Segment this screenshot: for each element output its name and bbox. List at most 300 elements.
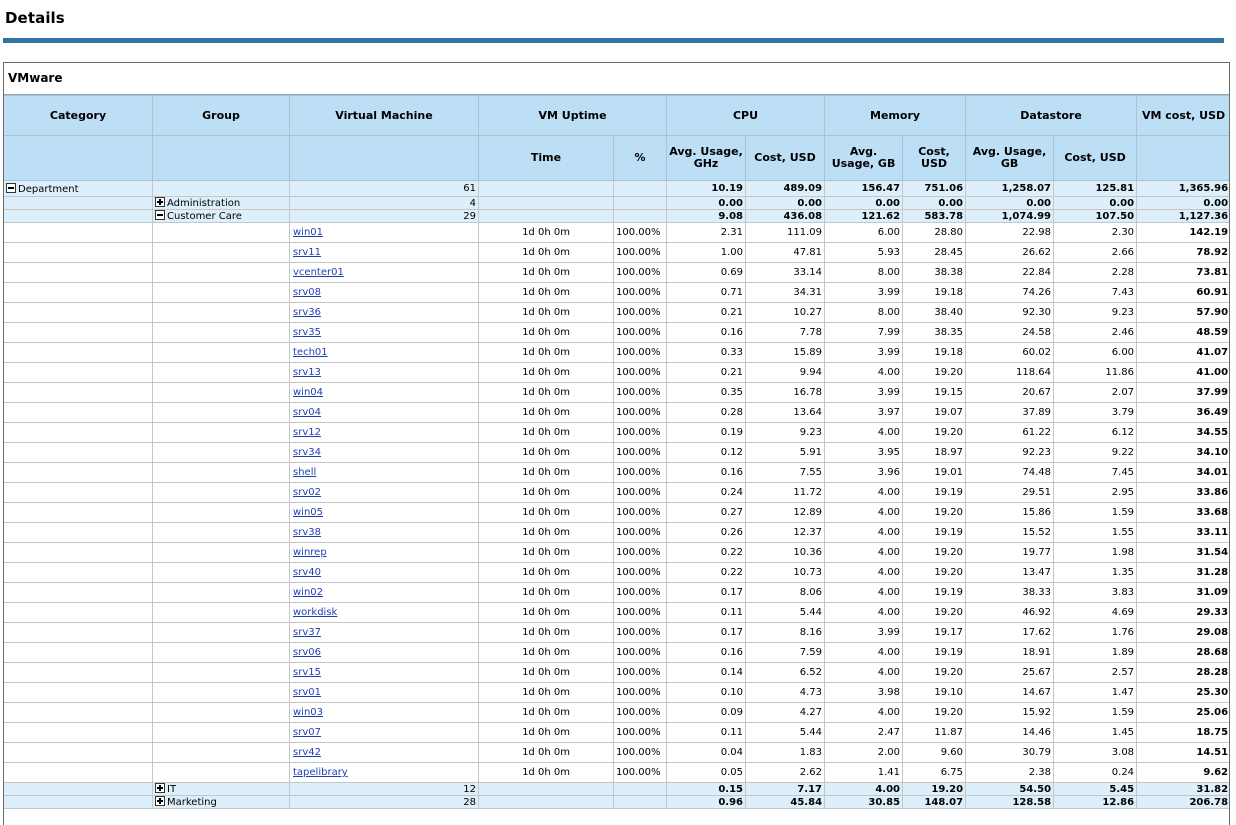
uptime-percent-cell: 100.00%: [614, 343, 667, 363]
datastore-cost-cell: 3.83: [1054, 583, 1137, 603]
vm-link[interactable]: srv12: [293, 427, 321, 438]
cpu-cost-cell: 5.44: [746, 723, 825, 743]
row-label: Marketing: [167, 797, 217, 808]
uptime-time-cell: 1d 0h 0m: [479, 303, 614, 323]
uptime-time-cell: 1d 0h 0m: [479, 403, 614, 423]
category-cell: [4, 683, 153, 703]
cpu-cost-cell: 7.17: [746, 783, 825, 796]
vm-name-cell: [290, 543, 479, 563]
cpu-cost-cell: 34.31: [746, 283, 825, 303]
memory-avg-usage-cell: 3.95: [825, 443, 903, 463]
vm-cost-total-cell: 31.82: [1137, 783, 1230, 796]
vm-count-cell: 4: [290, 197, 479, 210]
datastore-cost-cell: 6.00: [1054, 343, 1137, 363]
datastore-cost-cell: 3.08: [1054, 743, 1137, 763]
vm-row: [4, 363, 1231, 383]
datastore-cost-cell: 3.79: [1054, 403, 1137, 423]
datastore-avg-usage-cell: 15.52: [966, 523, 1054, 543]
vm-name-cell: [290, 603, 479, 623]
uptime-percent-cell: 100.00%: [614, 663, 667, 683]
cpu-avg-usage-cell: 0.35: [667, 383, 746, 403]
cpu-cost-cell: 9.23: [746, 423, 825, 443]
vm-name-cell: [290, 743, 479, 763]
cpu-avg-usage-cell: 0.09: [667, 703, 746, 723]
cpu-avg-usage-cell: 0.17: [667, 583, 746, 603]
uptime-time-cell: 1d 0h 0m: [479, 683, 614, 703]
vm-cost-total-cell: 37.99: [1137, 383, 1230, 403]
group-cell: [153, 210, 290, 223]
datastore-avg-usage-cell: 38.33: [966, 583, 1054, 603]
cpu-avg-usage-cell: 1.00: [667, 243, 746, 263]
memory-cost-cell: 19.20: [903, 543, 966, 563]
datastore-cost-cell: 125.81: [1054, 181, 1137, 197]
vm-cost-total-cell: 25.30: [1137, 683, 1230, 703]
memory-cost-cell: 19.20: [903, 783, 966, 796]
datastore-cost-cell: 7.43: [1054, 283, 1137, 303]
cpu-cost-cell: 436.08: [746, 210, 825, 223]
vm-link[interactable]: win05: [293, 507, 324, 518]
vm-name-cell: [290, 503, 479, 523]
memory-avg-usage-cell: 7.99: [825, 323, 903, 343]
datastore-avg-usage-cell: 18.91: [966, 643, 1054, 663]
header-memory-cost[interactable]: Cost, USD: [903, 136, 966, 181]
uptime-time-cell: 1d 0h 0m: [479, 443, 614, 463]
cpu-cost-cell: 2.62: [746, 763, 825, 783]
row-label: Department: [18, 183, 79, 195]
cpu-avg-usage-cell: 0.21: [667, 363, 746, 383]
cpu-cost-cell: 45.84: [746, 796, 825, 809]
vm-name-cell: [290, 363, 479, 383]
cpu-cost-cell: 4.73: [746, 683, 825, 703]
header-group[interactable]: Group: [153, 96, 290, 136]
group-cell: [153, 743, 290, 763]
vm-link[interactable]: win03: [293, 707, 324, 718]
header-vm-cost[interactable]: VM cost, USD: [1137, 96, 1230, 136]
vm-cost-total-cell: 33.11: [1137, 523, 1230, 543]
cpu-avg-usage-cell: 0.22: [667, 563, 746, 583]
cpu-cost-cell: 0.00: [746, 197, 825, 210]
datastore-avg-usage-cell: 30.79: [966, 743, 1054, 763]
vm-cost-total-cell: 33.86: [1137, 483, 1230, 503]
vm-cost-total-cell: 1,127.36: [1137, 210, 1230, 223]
uptime-time-cell: 1d 0h 0m: [479, 663, 614, 683]
category-cell: [4, 563, 153, 583]
cpu-avg-usage-cell: 0.11: [667, 603, 746, 623]
vm-link[interactable]: win01: [293, 227, 324, 238]
vm-link[interactable]: srv13: [293, 367, 321, 378]
vm-link[interactable]: srv35: [293, 327, 321, 338]
vm-link[interactable]: srv11: [293, 247, 321, 258]
vm-link[interactable]: srv01: [293, 687, 321, 698]
datastore-cost-cell: 1.76: [1054, 623, 1137, 643]
category-cell: [4, 703, 153, 723]
uptime-percent-cell: 100.00%: [614, 563, 667, 583]
datastore-cost-cell: 1.45: [1054, 723, 1137, 743]
memory-cost-cell: 751.06: [903, 181, 966, 197]
vm-link[interactable]: srv37: [293, 627, 321, 638]
uptime-percent-cell: 100.00%: [614, 503, 667, 523]
cpu-avg-usage-cell: 9.08: [667, 210, 746, 223]
datastore-avg-usage-cell: 17.62: [966, 623, 1054, 643]
vm-link[interactable]: srv06: [293, 647, 321, 658]
cpu-avg-usage-cell: 0.16: [667, 323, 746, 343]
group-cell: [153, 643, 290, 663]
group-cell: [153, 463, 290, 483]
datastore-cost-cell: 2.66: [1054, 243, 1137, 263]
datastore-cost-cell: 9.23: [1054, 303, 1137, 323]
datastore-cost-cell: 9.22: [1054, 443, 1137, 463]
datastore-avg-usage-cell: 74.26: [966, 283, 1054, 303]
uptime-percent-cell: 100.00%: [614, 523, 667, 543]
group-cell: [153, 723, 290, 743]
uptime-percent-cell: 100.00%: [614, 443, 667, 463]
group-cell: [153, 383, 290, 403]
cpu-cost-cell: 10.27: [746, 303, 825, 323]
cpu-avg-usage-cell: 0.19: [667, 423, 746, 443]
header-blank: [4, 136, 153, 181]
group-cell: [153, 403, 290, 423]
page-title: Details: [5, 9, 65, 27]
group-cell: [153, 223, 290, 243]
expand-icon[interactable]: [155, 796, 165, 806]
cpu-avg-usage-cell: 0.17: [667, 623, 746, 643]
header-datastore-avg-usage[interactable]: Avg. Usage, GB: [966, 136, 1054, 181]
vm-cost-total-cell: 33.68: [1137, 503, 1230, 523]
vm-count-cell: 61: [290, 181, 479, 197]
vm-row: [4, 303, 1231, 323]
category-cell: [4, 403, 153, 423]
cpu-cost-cell: 4.27: [746, 703, 825, 723]
datastore-cost-cell: 12.86: [1054, 796, 1137, 809]
vm-count-cell: 28: [290, 796, 479, 809]
category-cell: [4, 181, 153, 197]
memory-avg-usage-cell: 4.00: [825, 663, 903, 683]
memory-cost-cell: 148.07: [903, 796, 966, 809]
uptime-percent-cell: 100.00%: [614, 283, 667, 303]
header-cpu: CPU: [667, 96, 825, 136]
category-cell: [4, 243, 153, 263]
vm-row: [4, 723, 1231, 743]
vm-link[interactable]: srv40: [293, 567, 321, 578]
datastore-cost-cell: 2.07: [1054, 383, 1137, 403]
uptime-time-cell: 1d 0h 0m: [479, 263, 614, 283]
vm-cost-total-cell: 25.06: [1137, 703, 1230, 723]
category-cell: [4, 743, 153, 763]
group-cell: [153, 423, 290, 443]
uptime-time-cell: 1d 0h 0m: [479, 723, 614, 743]
vm-name-cell: [290, 403, 479, 423]
department-row: [4, 181, 1231, 197]
uptime-percent-cell: 100.00%: [614, 463, 667, 483]
memory-cost-cell: 19.20: [903, 703, 966, 723]
collapse-icon[interactable]: [155, 210, 165, 220]
uptime-time-cell: 1d 0h 0m: [479, 463, 614, 483]
uptime-time-cell: [479, 181, 614, 197]
header-category[interactable]: Category: [4, 96, 153, 136]
header-time[interactable]: Time: [479, 136, 614, 181]
report-title: VMware: [4, 63, 1229, 95]
vm-link[interactable]: tech01: [293, 347, 328, 358]
datastore-avg-usage-cell: 54.50: [966, 783, 1054, 796]
uptime-time-cell: 1d 0h 0m: [479, 623, 614, 643]
vm-link[interactable]: srv38: [293, 527, 321, 538]
category-cell: [4, 263, 153, 283]
memory-avg-usage-cell: 121.62: [825, 210, 903, 223]
datastore-avg-usage-cell: 46.92: [966, 603, 1054, 623]
datastore-cost-cell: 107.50: [1054, 210, 1137, 223]
memory-cost-cell: 38.35: [903, 323, 966, 343]
vm-row: [4, 463, 1231, 483]
vm-cost-total-cell: 34.10: [1137, 443, 1230, 463]
vm-row: [4, 743, 1231, 763]
vm-cost-total-cell: 57.90: [1137, 303, 1230, 323]
header-datastore-cost[interactable]: Cost, USD: [1054, 136, 1137, 181]
memory-avg-usage-cell: 8.00: [825, 303, 903, 323]
group-cell: [153, 263, 290, 283]
vm-link[interactable]: winrep: [293, 547, 327, 558]
memory-avg-usage-cell: 4.00: [825, 483, 903, 503]
group-cell: [153, 523, 290, 543]
memory-cost-cell: 19.20: [903, 423, 966, 443]
memory-cost-cell: 0.00: [903, 197, 966, 210]
vm-link[interactable]: srv15: [293, 667, 321, 678]
cpu-cost-cell: 10.36: [746, 543, 825, 563]
vm-row: [4, 383, 1231, 403]
cpu-avg-usage-cell: 0.16: [667, 643, 746, 663]
uptime-time-cell: 1d 0h 0m: [479, 543, 614, 563]
memory-cost-cell: 38.38: [903, 263, 966, 283]
title-divider: [3, 38, 1224, 43]
vm-row: [4, 403, 1231, 423]
vm-name-cell: [290, 303, 479, 323]
cpu-avg-usage-cell: 0.33: [667, 343, 746, 363]
vm-cost-total-cell: 31.09: [1137, 583, 1230, 603]
memory-avg-usage-cell: 8.00: [825, 263, 903, 283]
header-cpu-cost[interactable]: Cost, USD: [746, 136, 825, 181]
datastore-cost-cell: 11.86: [1054, 363, 1137, 383]
group-cell: [153, 563, 290, 583]
expand-icon[interactable]: [155, 197, 165, 207]
header-memory-avg-usage[interactable]: Avg. Usage, GB: [825, 136, 903, 181]
memory-cost-cell: 19.18: [903, 283, 966, 303]
datastore-avg-usage-cell: 1,258.07: [966, 181, 1054, 197]
cpu-cost-cell: 12.37: [746, 523, 825, 543]
vm-row: [4, 483, 1231, 503]
vm-name-cell: [290, 523, 479, 543]
collapse-icon[interactable]: [6, 183, 16, 193]
uptime-time-cell: 1d 0h 0m: [479, 643, 614, 663]
header-virtual-machine[interactable]: Virtual Machine: [290, 96, 479, 136]
vm-row: [4, 503, 1231, 523]
category-cell: [4, 503, 153, 523]
uptime-time-cell: [479, 783, 614, 796]
vm-cost-total-cell: 31.28: [1137, 563, 1230, 583]
cpu-cost-cell: 16.78: [746, 383, 825, 403]
memory-avg-usage-cell: 3.96: [825, 463, 903, 483]
uptime-time-cell: 1d 0h 0m: [479, 583, 614, 603]
group-cell: [153, 763, 290, 783]
cpu-cost-cell: 10.73: [746, 563, 825, 583]
vm-name-cell: [290, 663, 479, 683]
cpu-cost-cell: 11.72: [746, 483, 825, 503]
vm-row: [4, 603, 1231, 623]
memory-cost-cell: 19.19: [903, 483, 966, 503]
vm-name-cell: [290, 343, 479, 363]
vm-link[interactable]: win02: [293, 587, 324, 598]
category-cell: [4, 663, 153, 683]
datastore-avg-usage-cell: 37.89: [966, 403, 1054, 423]
vm-link[interactable]: srv36: [293, 307, 321, 318]
category-cell: [4, 796, 153, 809]
cpu-avg-usage-cell: 0.11: [667, 723, 746, 743]
vm-cost-total-cell: 73.81: [1137, 263, 1230, 283]
uptime-percent-cell: 100.00%: [614, 403, 667, 423]
group-cell: [153, 303, 290, 323]
vm-link[interactable]: srv42: [293, 747, 321, 758]
datastore-avg-usage-cell: 60.02: [966, 343, 1054, 363]
datastore-cost-cell: 5.45: [1054, 783, 1137, 796]
vm-link[interactable]: srv04: [293, 407, 321, 418]
category-cell: [4, 383, 153, 403]
group-cell: [153, 703, 290, 723]
cpu-cost-cell: 9.94: [746, 363, 825, 383]
datastore-avg-usage-cell: 0.00: [966, 197, 1054, 210]
vm-name-cell: [290, 583, 479, 603]
memory-avg-usage-cell: 3.97: [825, 403, 903, 423]
group-cell: [153, 583, 290, 603]
header-cpu-avg-usage[interactable]: Avg. Usage, GHz: [667, 136, 746, 181]
uptime-time-cell: 1d 0h 0m: [479, 503, 614, 523]
vm-row: [4, 683, 1231, 703]
uptime-time-cell: 1d 0h 0m: [479, 703, 614, 723]
datastore-avg-usage-cell: 14.67: [966, 683, 1054, 703]
vm-link[interactable]: srv34: [293, 447, 321, 458]
vm-cost-total-cell: 9.62: [1137, 763, 1230, 783]
datastore-cost-cell: 1.55: [1054, 523, 1137, 543]
memory-cost-cell: 19.18: [903, 343, 966, 363]
memory-cost-cell: 19.20: [903, 563, 966, 583]
cpu-avg-usage-cell: 0.27: [667, 503, 746, 523]
cpu-avg-usage-cell: 0.10: [667, 683, 746, 703]
cpu-cost-cell: 33.14: [746, 263, 825, 283]
category-cell: [4, 303, 153, 323]
datastore-avg-usage-cell: 19.77: [966, 543, 1054, 563]
datastore-cost-cell: 2.57: [1054, 663, 1137, 683]
uptime-percent-cell: 100.00%: [614, 643, 667, 663]
memory-avg-usage-cell: 4.00: [825, 503, 903, 523]
header-datastore: Datastore: [966, 96, 1137, 136]
vm-cost-total-cell: 34.01: [1137, 463, 1230, 483]
vm-link[interactable]: tapelibrary: [293, 767, 348, 778]
vm-name-cell: [290, 483, 479, 503]
vm-link[interactable]: vcenter01: [293, 267, 344, 278]
vm-name-cell: [290, 283, 479, 303]
uptime-time-cell: 1d 0h 0m: [479, 423, 614, 443]
vm-name-cell: [290, 383, 479, 403]
uptime-time-cell: 1d 0h 0m: [479, 243, 614, 263]
group-cell: [153, 197, 290, 210]
group-cell: [153, 796, 290, 809]
uptime-percent-cell: 100.00%: [614, 623, 667, 643]
cpu-cost-cell: 7.59: [746, 643, 825, 663]
category-cell: [4, 197, 153, 210]
datastore-avg-usage-cell: 22.84: [966, 263, 1054, 283]
vm-name-cell: [290, 643, 479, 663]
memory-avg-usage-cell: 4.00: [825, 363, 903, 383]
vm-cost-total-cell: 28.68: [1137, 643, 1230, 663]
cpu-avg-usage-cell: 2.31: [667, 223, 746, 243]
group-cell: [153, 243, 290, 263]
group-cell: [153, 683, 290, 703]
vm-cost-total-cell: 29.08: [1137, 623, 1230, 643]
uptime-percent-cell: [614, 796, 667, 809]
header-vm-uptime: VM Uptime: [479, 96, 667, 136]
memory-avg-usage-cell: 4.00: [825, 603, 903, 623]
vm-cost-total-cell: 48.59: [1137, 323, 1230, 343]
category-cell: [4, 483, 153, 503]
expand-icon[interactable]: [155, 783, 165, 793]
vm-cost-total-cell: 41.07: [1137, 343, 1230, 363]
vm-row: [4, 703, 1231, 723]
uptime-percent-cell: 100.00%: [614, 543, 667, 563]
uptime-percent-cell: 100.00%: [614, 383, 667, 403]
cpu-avg-usage-cell: 10.19: [667, 181, 746, 197]
memory-cost-cell: 19.20: [903, 363, 966, 383]
header-percent[interactable]: %: [614, 136, 667, 181]
datastore-avg-usage-cell: 24.58: [966, 323, 1054, 343]
category-cell: [4, 763, 153, 783]
uptime-time-cell: 1d 0h 0m: [479, 363, 614, 383]
row-label: Administration: [167, 198, 241, 209]
datastore-cost-cell: 2.95: [1054, 483, 1137, 503]
vm-link[interactable]: workdisk: [293, 607, 338, 618]
memory-cost-cell: 6.75: [903, 763, 966, 783]
category-cell: [4, 223, 153, 243]
group-cell: [153, 181, 290, 197]
memory-avg-usage-cell: 1.41: [825, 763, 903, 783]
cpu-cost-cell: 5.91: [746, 443, 825, 463]
uptime-percent-cell: 100.00%: [614, 423, 667, 443]
group-cell: [153, 363, 290, 383]
vm-link[interactable]: shell: [293, 467, 317, 478]
uptime-time-cell: 1d 0h 0m: [479, 343, 614, 363]
row-label: IT: [167, 784, 177, 795]
vm-link[interactable]: srv07: [293, 727, 321, 738]
memory-avg-usage-cell: 3.99: [825, 343, 903, 363]
vm-cost-total-cell: 14.51: [1137, 743, 1230, 763]
vm-link[interactable]: srv08: [293, 287, 321, 298]
uptime-percent-cell: 100.00%: [614, 303, 667, 323]
memory-avg-usage-cell: 4.00: [825, 703, 903, 723]
group-cell: [153, 663, 290, 683]
category-cell: [4, 643, 153, 663]
vm-link[interactable]: srv02: [293, 487, 321, 498]
memory-avg-usage-cell: 4.00: [825, 783, 903, 796]
vm-link[interactable]: win04: [293, 387, 324, 398]
datastore-cost-cell: 1.59: [1054, 503, 1137, 523]
category-cell: [4, 543, 153, 563]
datastore-avg-usage-cell: 2.38: [966, 763, 1054, 783]
memory-avg-usage-cell: 3.99: [825, 383, 903, 403]
memory-cost-cell: 9.60: [903, 743, 966, 763]
details-table: [3, 95, 1230, 809]
uptime-percent-cell: 100.00%: [614, 263, 667, 283]
datastore-cost-cell: 1.89: [1054, 643, 1137, 663]
uptime-time-cell: [479, 197, 614, 210]
cpu-cost-cell: 15.89: [746, 343, 825, 363]
memory-cost-cell: 19.20: [903, 503, 966, 523]
cpu-avg-usage-cell: 0.15: [667, 783, 746, 796]
